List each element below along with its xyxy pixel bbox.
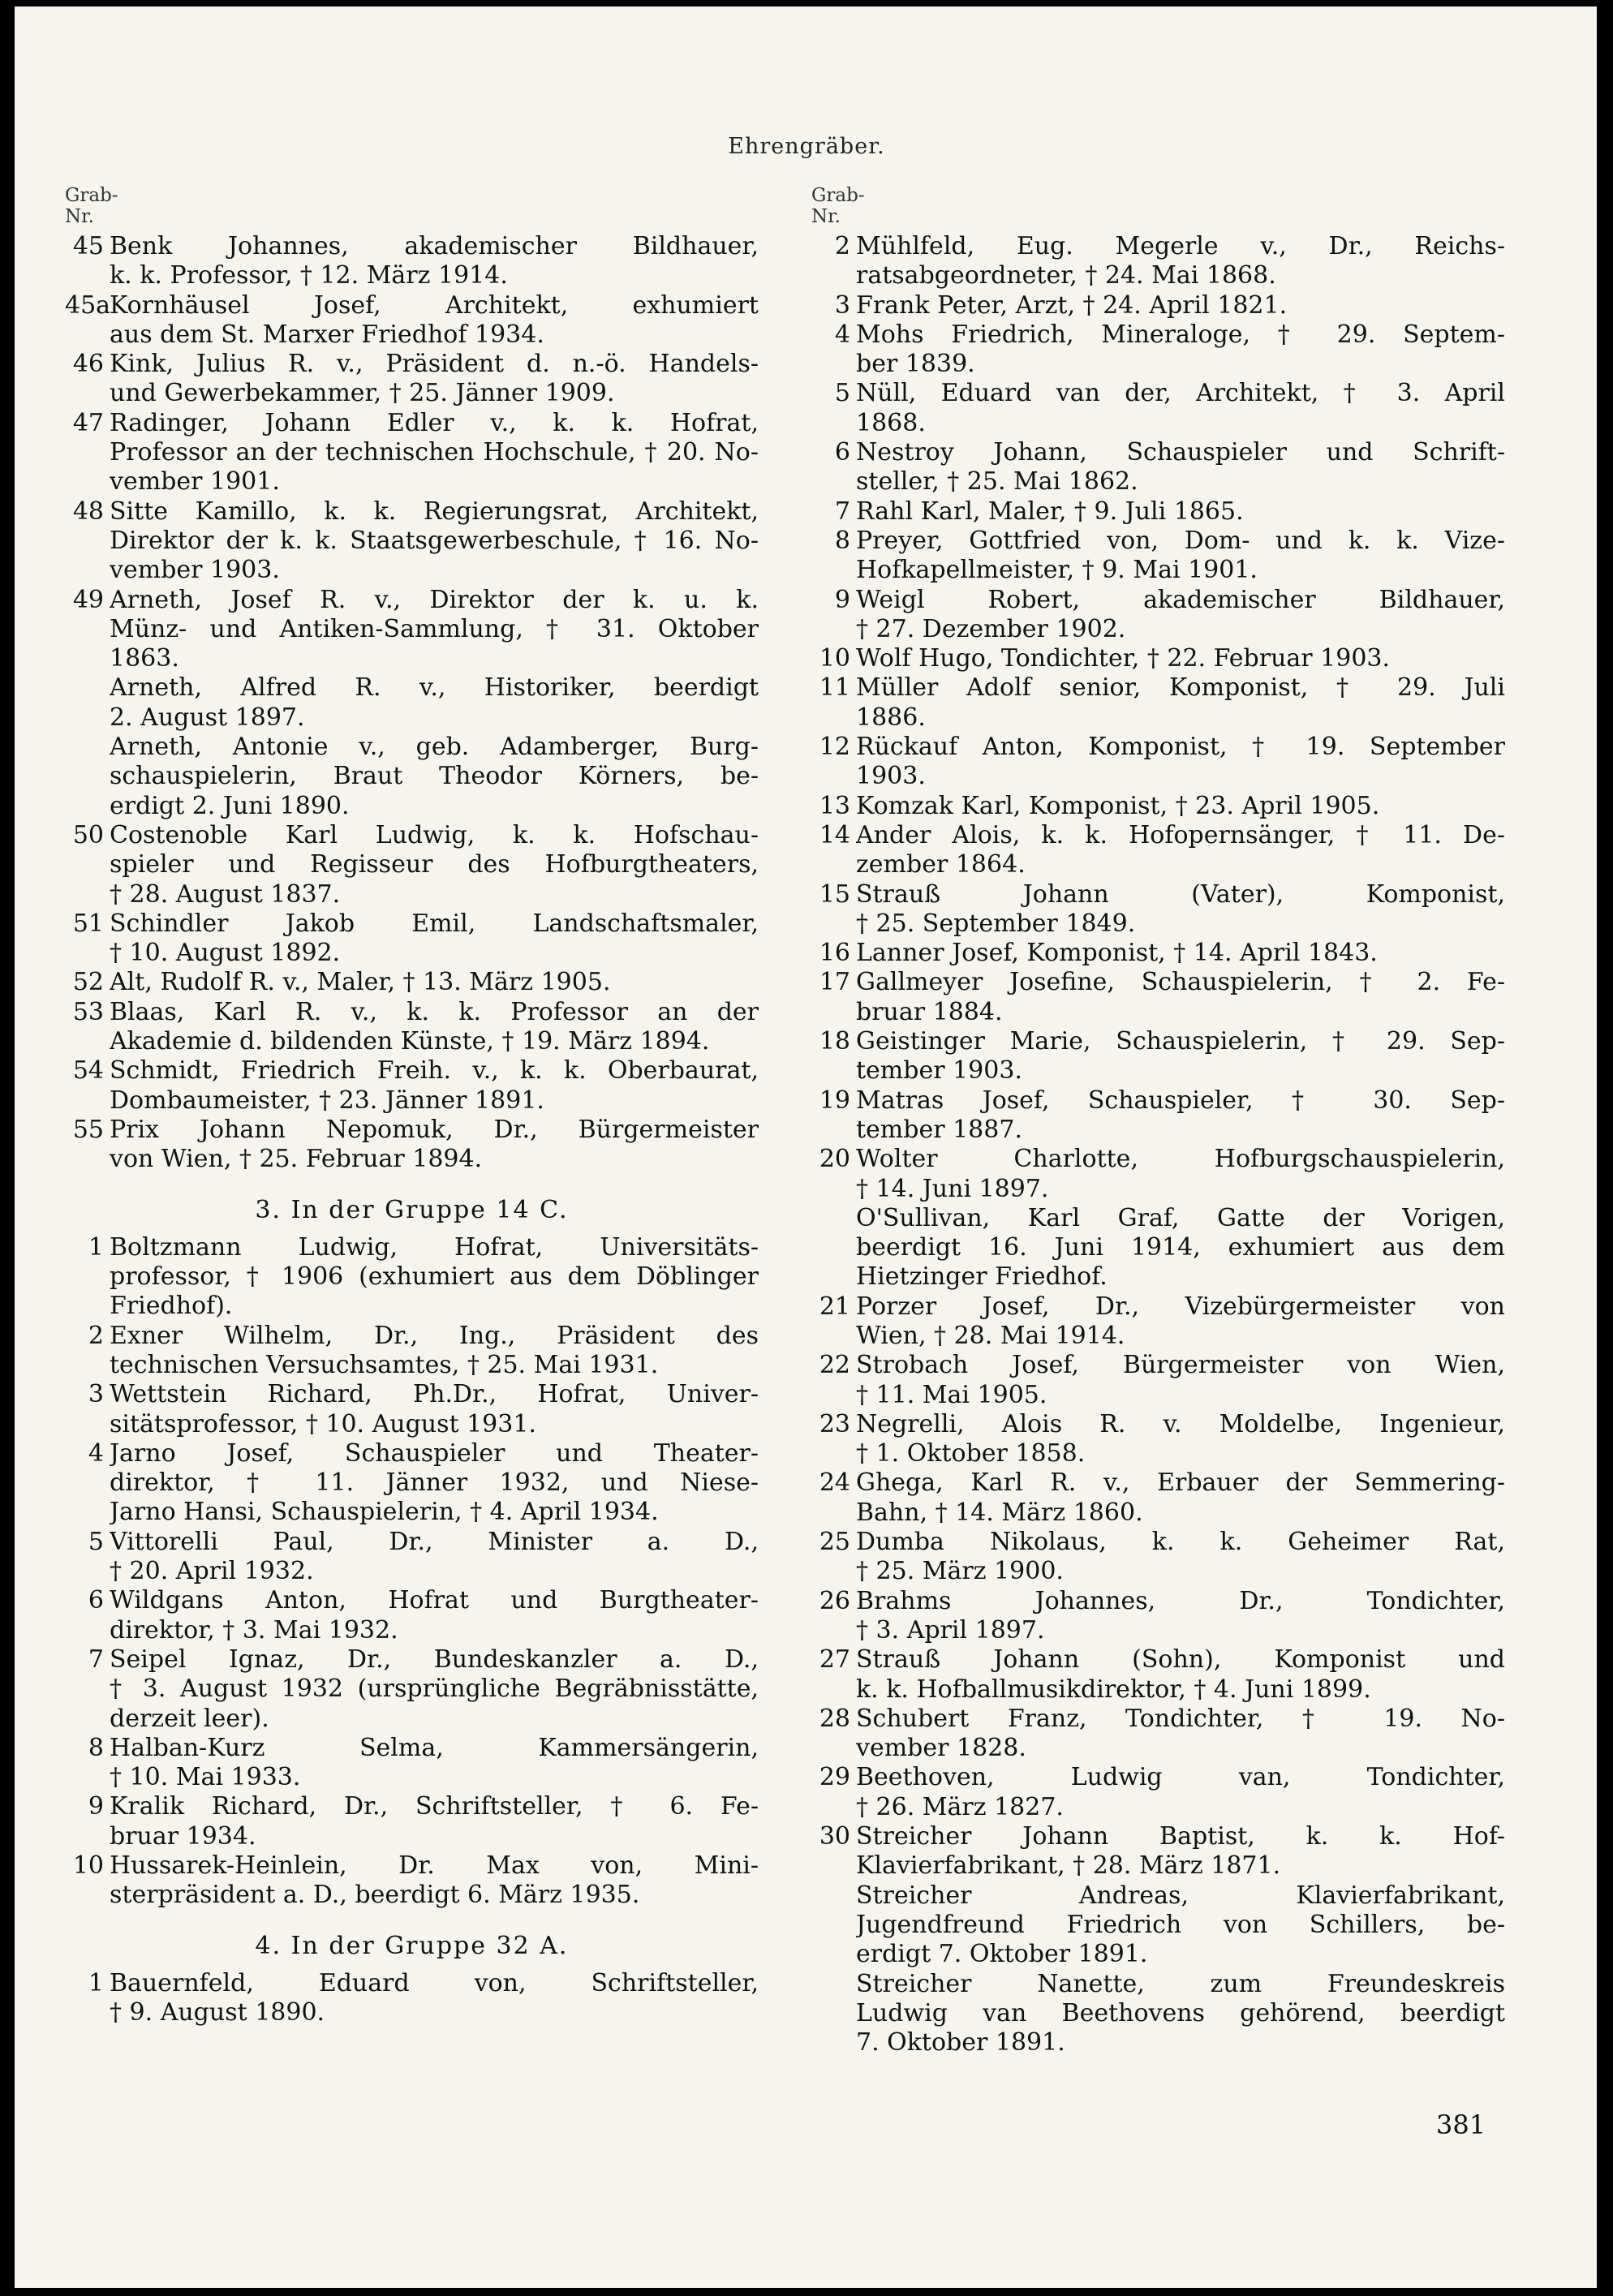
- entry-line: Professor an der technischen Hochschule, † 20. No-: [110, 438, 759, 467]
- entry-line: ratsabgeordneter, † 24. Mai 1868.: [856, 261, 1276, 290]
- grave-number: 10: [72, 1851, 104, 1881]
- entry-line: Wildgans Anton, Hofrat und Burgtheater-: [110, 1586, 759, 1615]
- grave-entry: [811, 1645, 1505, 1705]
- grave-number: 28: [819, 1704, 850, 1733]
- entry-line: Seipel Ignaz, Dr., Bundeskanzler a. D.,: [110, 1645, 759, 1674]
- entry-line: Frank Peter, Arzt, † 24. April 1821.: [856, 290, 1288, 320]
- grave-number: 17: [819, 968, 850, 997]
- grave-number: 22: [819, 1351, 850, 1380]
- grave-entry: [811, 644, 1505, 673]
- entry-line: Gallmeyer Josefine, Schauspielerin, † 2. Fe-: [856, 968, 1505, 997]
- grave-number: 26: [819, 1586, 850, 1615]
- entry-line: Halban-Kurz Selma, Kammersängerin,: [110, 1733, 759, 1762]
- grave-entry: [65, 1056, 759, 1116]
- grave-number: 11: [819, 673, 850, 703]
- entry-line: Strobach Josef, Bürgermeister von Wien,: [856, 1351, 1505, 1380]
- grave-entry: [811, 497, 1505, 527]
- grave-entry: [65, 1851, 759, 1911]
- grave-entry: [811, 1145, 1505, 1204]
- grave-number: 1: [88, 1232, 104, 1262]
- grave-number: 29: [819, 1763, 850, 1792]
- grave-entry: [811, 1970, 1505, 2058]
- grave-entry: [811, 1822, 1505, 1881]
- entry-line: Schmidt, Friedrich Freih. v., k. k. Oberbaurat,: [110, 1056, 759, 1086]
- entry-line: erdigt 2. Juni 1890.: [110, 791, 350, 820]
- entry-line: Klavierfabrikant, † 28. März 1871.: [856, 1851, 1281, 1881]
- grave-number: 23: [819, 1409, 850, 1438]
- entry-line: † 3. April 1897.: [856, 1615, 1045, 1645]
- entry-line: Schubert Franz, Tondichter, † 19. No-: [856, 1704, 1505, 1733]
- entry-line: Strauß Johann (Vater), Komponist,: [856, 879, 1505, 909]
- entry-line: von Wien, † 25. Februar 1894.: [110, 1145, 483, 1174]
- entry-line: † 3. August 1932 (ursprüngliche Begräbnisstätte,: [110, 1675, 759, 1704]
- grave-entry: [65, 1734, 759, 1793]
- entry-line: Kralik Richard, Dr., Schriftsteller, † 6. Fe-: [110, 1792, 759, 1821]
- grave-entry: [811, 1587, 1505, 1646]
- grave-entry: [65, 497, 759, 586]
- grave-entry: [811, 673, 1505, 733]
- entry-line: Bahn, † 14. März 1860.: [856, 1498, 1143, 1527]
- entry-line: Hofkapellmeister, † 9. Mai 1901.: [856, 556, 1258, 585]
- grab-nr-label: Grab- Nr.: [811, 185, 865, 227]
- entry-line: Wettstein Richard, Ph.Dr., Hofrat, Univer-: [110, 1380, 759, 1409]
- entry-line: Lanner Josef, Komponist, † 14. April 1843.: [856, 939, 1378, 968]
- grave-number: 9: [88, 1792, 104, 1821]
- grave-number: 27: [819, 1645, 850, 1675]
- grave-number: 55: [72, 1115, 104, 1144]
- entry-line: direktor, † 3. Mai 1932.: [110, 1615, 398, 1645]
- entry-line: Dombaumeister, † 23. Jänner 1891.: [110, 1086, 544, 1115]
- entry-line: Schindler Jakob Emil, Landschaftsmaler,: [110, 909, 759, 938]
- entry-line: schauspielerin, Braut Theodor Körners, be-: [110, 762, 759, 791]
- entry-line: Streicher Nanette, zum Freundeskreis: [856, 1969, 1505, 1998]
- page-number: 381: [1436, 2109, 1486, 2140]
- grave-entry: [65, 673, 759, 733]
- grave-entry: [65, 1116, 759, 1175]
- entry-line: sterpräsident a. D., beerdigt 6. März 1935.: [110, 1881, 640, 1910]
- entry-line: Alt, Rudolf R. v., Maler, † 13. März 1905.: [110, 968, 611, 997]
- grab-nr-label: Grab- Nr.: [65, 185, 118, 227]
- entry-line: Streicher Andreas, Klavierfabrikant,: [856, 1881, 1505, 1910]
- grave-number: 3: [88, 1380, 104, 1409]
- grave-number: 6: [88, 1586, 104, 1615]
- left-column: [65, 185, 759, 2028]
- grave-entry: [811, 291, 1505, 320]
- running-head: Ehrengräber.: [728, 134, 885, 159]
- entry-line: 1863.: [110, 644, 179, 673]
- grave-number: 48: [72, 497, 104, 526]
- entry-line: tember 1903.: [856, 1056, 1022, 1086]
- entry-line: Komzak Karl, Komponist, † 23. April 1905.: [856, 791, 1380, 820]
- entry-line: vember 1901.: [110, 467, 280, 497]
- grave-number: 50: [72, 820, 104, 849]
- grave-number: 8: [834, 526, 850, 555]
- grave-number: 1: [88, 1968, 104, 1997]
- right-column: [811, 185, 1505, 2057]
- entry-line: Nüll, Eduard van der, Architekt, † 3. April: [856, 379, 1505, 408]
- grave-number: 24: [819, 1468, 850, 1498]
- entry-line: Benk Johannes, akademischer Bildhauer,: [110, 232, 759, 260]
- section-14c-entry-list: [65, 1233, 759, 1911]
- entry-line: 1903.: [856, 762, 926, 791]
- entry-line: O'Sullivan, Karl Graf, Gatte der Vorigen,: [856, 1203, 1505, 1232]
- grave-entry: [811, 1410, 1505, 1469]
- entry-line: Geistinger Marie, Schauspielerin, † 29. Sep-: [856, 1027, 1505, 1056]
- entry-line: † 14. Juni 1897.: [856, 1174, 1049, 1203]
- grave-entry: [811, 821, 1505, 880]
- entry-line: Ander Alois, k. k. Hofopernsänger, † 11. De-: [856, 820, 1505, 849]
- grave-entry: [811, 1027, 1505, 1086]
- grave-number: 7: [834, 497, 850, 526]
- entry-line: Jarno Josef, Schauspieler und Theater-: [110, 1438, 759, 1468]
- entry-line: technischen Versuchsamtes, † 25. Mai 1931.: [110, 1350, 659, 1379]
- grave-entry: [811, 1763, 1505, 1822]
- entry-line: Mohs Friedrich, Mineraloge, † 29. Septem-: [856, 320, 1505, 349]
- grave-number: 2: [88, 1321, 104, 1350]
- entry-line: Hussarek-Heinlein, Dr. Max von, Mini-: [110, 1851, 759, 1881]
- entry-line: professor, † 1906 (exhumiert aus dem Döblinger: [110, 1262, 759, 1292]
- grave-entry: [65, 968, 759, 997]
- grave-entry: [65, 1645, 759, 1734]
- entry-line: † 11. Mai 1905.: [856, 1380, 1047, 1409]
- grave-entry: [65, 1969, 759, 2028]
- entry-line: k. k. Professor, † 12. März 1914.: [110, 261, 508, 290]
- grave-entry: [811, 379, 1505, 438]
- grave-number: 21: [819, 1292, 850, 1321]
- entry-line: † 9. August 1890.: [110, 1998, 325, 2027]
- entry-line: Kornhäusel Josef, Architekt, exhumiert: [110, 290, 759, 320]
- grave-number: 45a: [65, 290, 111, 320]
- entry-line: † 20. April 1932.: [110, 1557, 314, 1586]
- grave-entry: [65, 350, 759, 409]
- entry-line: Sitte Kamillo, k. k. Regierungsrat, Architekt,: [110, 497, 759, 526]
- entry-line: 1868.: [856, 408, 926, 437]
- grave-entry: [811, 1468, 1505, 1528]
- entry-line: Arneth, Alfred R. v., Historiker, beerdigt: [110, 673, 759, 703]
- entry-line: beerdigt 16. Juni 1914, exhumiert aus dem: [856, 1233, 1505, 1262]
- grave-number: 10: [819, 644, 850, 673]
- grave-number: 12: [819, 733, 850, 762]
- entry-line: † 26. März 1827.: [856, 1792, 1064, 1821]
- entry-line: 7. Oktober 1891.: [856, 2028, 1065, 2057]
- entry-line: Ghega, Karl R. v., Erbauer der Semmering-: [856, 1468, 1505, 1498]
- grave-entry: [811, 1705, 1505, 1764]
- grave-number: 14: [819, 820, 850, 849]
- section-heading-32a: 4. In der Gruppe 32 A.: [255, 1931, 569, 1960]
- grave-number: 45: [72, 232, 104, 260]
- entry-line: steller, † 25. Mai 1862.: [856, 467, 1138, 497]
- entry-line: Weigl Robert, akademischer Bildhauer,: [856, 585, 1505, 614]
- grave-number: 4: [88, 1438, 104, 1468]
- entry-line: tember 1887.: [856, 1115, 1022, 1144]
- entry-line: erdigt 7. Oktober 1891.: [856, 1940, 1148, 1969]
- entry-line: † 25. März 1900.: [856, 1557, 1064, 1586]
- grave-number: 47: [72, 408, 104, 437]
- grave-number: 7: [88, 1645, 104, 1674]
- grave-entry: [65, 1586, 759, 1645]
- grave-entry: [65, 1322, 759, 1381]
- grave-number: 46: [72, 350, 104, 379]
- grave-number: 6: [834, 438, 850, 467]
- grave-number: 53: [72, 997, 104, 1026]
- grave-entry: [65, 409, 759, 497]
- grave-number: 19: [819, 1086, 850, 1115]
- entry-line: Blaas, Karl R. v., k. k. Professor an der: [110, 997, 759, 1026]
- entry-line: Arneth, Josef R. v., Direktor der k. u. k.: [110, 585, 759, 614]
- grave-entry: [811, 1086, 1505, 1146]
- grave-number: 9: [834, 585, 850, 614]
- entry-line: und Gewerbekammer, † 25. Jänner 1909.: [110, 379, 615, 408]
- entry-line: Wolter Charlotte, Hofburgschauspielerin,: [856, 1145, 1505, 1174]
- grave-entry: [65, 1380, 759, 1439]
- entry-line: Porzer Josef, Dr., Vizebürgermeister von: [856, 1292, 1505, 1321]
- entry-line: sitätsprofessor, † 10. August 1931.: [110, 1409, 536, 1438]
- grave-number: 18: [819, 1027, 850, 1056]
- entry-line: † 25. September 1849.: [856, 909, 1136, 938]
- entry-line: 1886.: [856, 703, 926, 732]
- entry-line: Nestroy Johann, Schauspieler und Schrift-: [856, 438, 1505, 467]
- entry-line: Jugendfreund Friedrich von Schillers, be-: [856, 1910, 1505, 1939]
- entry-line: Wien, † 28. Mai 1914.: [856, 1321, 1125, 1350]
- entry-line: † 27. Dezember 1902.: [856, 614, 1126, 643]
- entry-line: Rahl Karl, Maler, † 9. Juli 1865.: [856, 497, 1244, 526]
- grave-number: 13: [819, 791, 850, 820]
- entry-line: aus dem St. Marxer Friedhof 1934.: [110, 320, 544, 349]
- grave-entry: [811, 939, 1505, 968]
- grave-entry: [811, 527, 1505, 586]
- entry-line: Bauernfeld, Eduard von, Schriftsteller,: [110, 1968, 759, 1997]
- grave-entry: [811, 880, 1505, 939]
- grave-entry: [811, 1881, 1505, 1970]
- entry-line: spieler und Regisseur des Hofburgtheaters,: [110, 850, 759, 879]
- grave-entry: [65, 586, 759, 674]
- grave-number: 5: [88, 1527, 104, 1556]
- grave-entry: [811, 1204, 1505, 1292]
- grave-entry: [65, 909, 759, 969]
- grave-number: 25: [819, 1528, 850, 1557]
- grave-entry: [65, 733, 759, 821]
- grave-number: 3: [834, 290, 850, 320]
- entry-line: vember 1903.: [110, 556, 280, 585]
- entry-line: Direktor der k. k. Staatsgewerbeschule, † 16. No-: [110, 526, 759, 555]
- entry-line: † 1. Oktober 1858.: [856, 1439, 1086, 1468]
- grave-entry: [811, 232, 1505, 291]
- entry-line: Jarno Hansi, Schauspielerin, † 4. April 1934.: [110, 1498, 659, 1527]
- grave-number: 49: [72, 585, 104, 614]
- entry-line: ber 1839.: [856, 350, 975, 379]
- entry-line: Beethoven, Ludwig van, Tondichter,: [856, 1763, 1505, 1792]
- grave-entry: [811, 792, 1505, 821]
- grave-entry: [811, 438, 1505, 497]
- grave-entry: [811, 1292, 1505, 1352]
- entry-line: Kink, Julius R. v., Präsident d. n.-ö. Handels-: [110, 350, 759, 379]
- grave-number: 30: [819, 1822, 850, 1851]
- grave-number: 51: [72, 909, 104, 938]
- grave-entry: [65, 1528, 759, 1587]
- left-entry-list: [65, 232, 759, 1175]
- entry-line: Brahms Johannes, Dr., Tondichter,: [856, 1586, 1505, 1615]
- grave-entry: [811, 320, 1505, 380]
- entry-line: Rückauf Anton, Komponist, † 19. September: [856, 733, 1505, 762]
- entry-line: Vittorelli Paul, Dr., Minister a. D.,: [110, 1527, 759, 1556]
- entry-line: k. k. Hofballmusikdirektor, † 4. Juni 1899.: [856, 1675, 1371, 1704]
- section-32a-entry-list: [65, 1969, 759, 2028]
- entry-line: † 28. August 1837.: [110, 879, 341, 909]
- entry-line: Mühlfeld, Eug. Megerle v., Dr., Reichs-: [856, 232, 1505, 260]
- entry-line: Preyer, Gottfried von, Dom- und k. k. Vize-: [856, 526, 1505, 555]
- entry-line: Hietzinger Friedhof.: [856, 1262, 1108, 1292]
- grave-entry: [811, 1528, 1505, 1587]
- grave-entry: [811, 586, 1505, 645]
- grave-number: 54: [72, 1056, 104, 1086]
- entry-line: Exner Wilhelm, Dr., Ing., Präsident des: [110, 1321, 759, 1350]
- grave-number: 8: [88, 1733, 104, 1762]
- entry-line: Friedhof).: [110, 1292, 233, 1321]
- grave-entry: [811, 733, 1505, 792]
- entry-line: vember 1828.: [856, 1734, 1026, 1763]
- grave-number: 2: [834, 232, 850, 260]
- grave-entry: [65, 1439, 759, 1528]
- grave-number: 5: [834, 379, 850, 408]
- entry-line: Prix Johann Nepomuk, Dr., Bürgermeister: [110, 1115, 759, 1144]
- grave-entry: [811, 968, 1505, 1027]
- grave-entry: [65, 291, 759, 350]
- entry-line: Arneth, Antonie v., geb. Adamberger, Burg-: [110, 733, 759, 762]
- entry-line: † 10. August 1892.: [110, 939, 341, 968]
- entry-line: † 10. Mai 1933.: [110, 1763, 301, 1792]
- entry-line: zember 1864.: [856, 850, 1026, 879]
- grave-number: 16: [819, 939, 850, 968]
- grave-number: 15: [819, 879, 850, 909]
- grave-entry: [65, 1792, 759, 1851]
- grave-number: 52: [72, 968, 104, 997]
- right-entry-list: [811, 232, 1505, 2057]
- entry-line: bruar 1934.: [110, 1821, 256, 1851]
- entry-line: Akademie d. bildenden Künste, † 19. März 1894.: [110, 1027, 710, 1056]
- entry-line: Matras Josef, Schauspieler, † 30. Sep-: [856, 1086, 1505, 1115]
- entry-line: Radinger, Johann Edler v., k. k. Hofrat,: [110, 408, 759, 437]
- entry-line: bruar 1884.: [856, 997, 1003, 1026]
- grave-entry: [65, 998, 759, 1057]
- entry-line: Strauß Johann (Sohn), Komponist und: [856, 1645, 1505, 1675]
- entry-line: Münz- und Antiken-Sammlung, † 31. Oktober: [110, 614, 759, 643]
- entry-line: Dumba Nikolaus, k. k. Geheimer Rat,: [856, 1528, 1505, 1557]
- entry-line: Costenoble Karl Ludwig, k. k. Hofschau-: [110, 820, 759, 849]
- entry-line: Streicher Johann Baptist, k. k. Hof-: [856, 1822, 1505, 1851]
- entry-line: direktor, † 11. Jänner 1932, und Niese-: [110, 1468, 759, 1498]
- entry-line: derzeit leer).: [110, 1704, 269, 1733]
- entry-line: Negrelli, Alois R. v. Moldelbe, Ingenieur,: [856, 1409, 1505, 1438]
- entry-line: Wolf Hugo, Tondichter, † 22. Februar 1903.: [856, 644, 1391, 673]
- grave-entry: [65, 821, 759, 909]
- grave-number: 4: [834, 320, 850, 349]
- grave-entry: [811, 1351, 1505, 1410]
- entry-line: Müller Adolf senior, Komponist, † 29. Juli: [856, 673, 1505, 703]
- entry-line: Ludwig van Beethovens gehörend, beerdigt: [856, 1998, 1505, 2027]
- grave-number: 20: [819, 1145, 850, 1174]
- grave-entry: [65, 232, 759, 291]
- entry-line: 2. August 1897.: [110, 703, 305, 732]
- entry-line: Boltzmann Ludwig, Hofrat, Universitäts-: [110, 1232, 759, 1262]
- section-heading-14c: 3. In der Gruppe 14 C.: [255, 1195, 569, 1224]
- grave-entry: [65, 1233, 759, 1322]
